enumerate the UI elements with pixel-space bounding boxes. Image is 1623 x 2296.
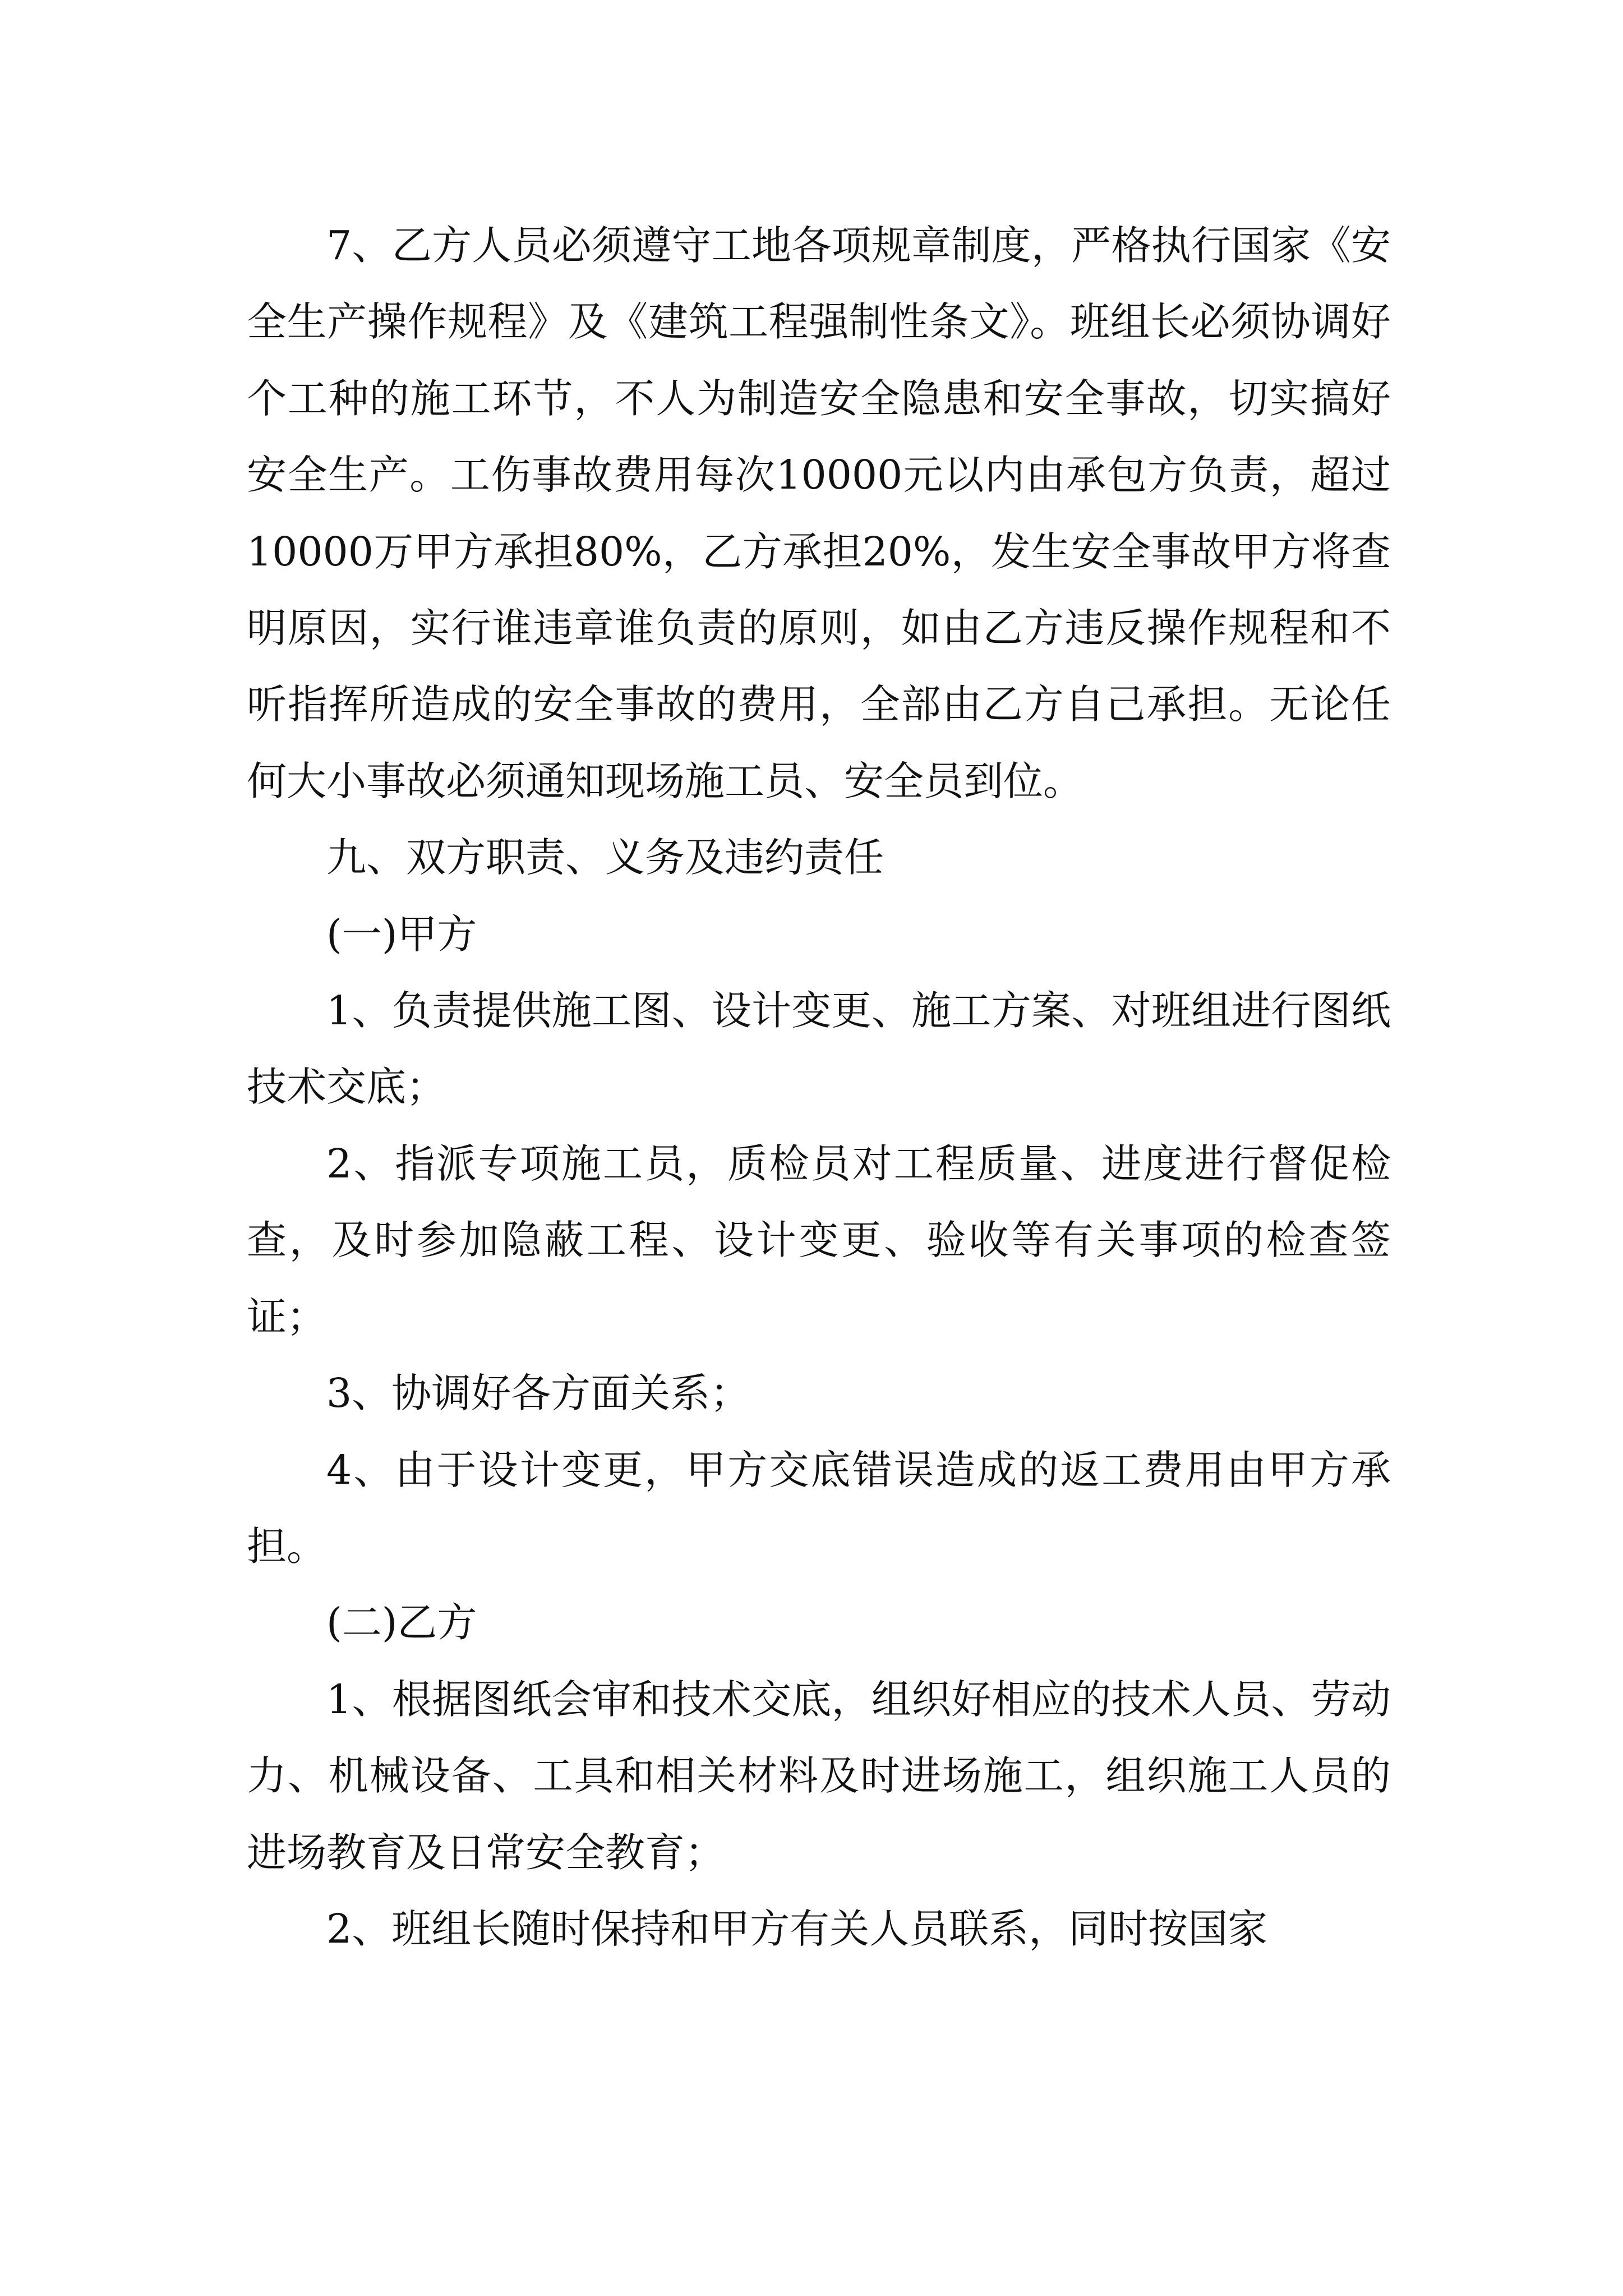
section-heading-responsibilities: 九、双方职责、义务及违约责任	[326, 834, 884, 881]
party-b-item-2: 2、班组长随时保持和甲方有关人员联系，同时按国家	[326, 1905, 1268, 1952]
party-a-item-4: 4、由于设计变更，甲方交底错误造成的返工费用由甲方承担。	[247, 1446, 1391, 1570]
document-page	[247, 208, 1391, 1967]
party-a-item-1: 1、负责提供施工图、设计变更、施工方案、对班组进行图纸技术交底；	[247, 987, 1391, 1111]
subsection-heading-party-a: (一)甲方	[326, 910, 477, 958]
paragraph-safety-rules: 7、乙方人员必须遵守工地各项规章制度，严格执行国家《安全生产操作规程》及《建筑工程强制性条文》。班组长必须协调好个工种的施工环节，不人为制造安全隐患和安全事故，切实搞好安全生产。工伤事故费用每次10000元以内由承包方负责，超过10000万甲方承担80%，乙方承担20%，发生安全事故甲方将查明原因，实行谁违章谁负责的原则，如由乙方违反操作规程和不听指挥所造成的安全事故的费用，全部由乙方自己承担。无论任何大小事故必须通知现场施工员、安全员到位。	[247, 222, 1391, 804]
party-b-item-1: 1、根据图纸会审和技术交底，组织好相应的技术人员、劳动力、机械设备、工具和相关材料及时进场施工，组织施工人员的进场教育及日常安全教育；	[247, 1676, 1391, 1876]
party-a-item-2: 2、指派专项施工员，质检员对工程质量、进度进行督促检查，及时参加隐蔽工程、设计变更、验收等有关事项的检查签证；	[247, 1140, 1391, 1340]
party-a-item-3: 3、协调好各方面关系；	[326, 1370, 750, 1417]
subsection-heading-party-b: (二)乙方	[326, 1599, 477, 1646]
